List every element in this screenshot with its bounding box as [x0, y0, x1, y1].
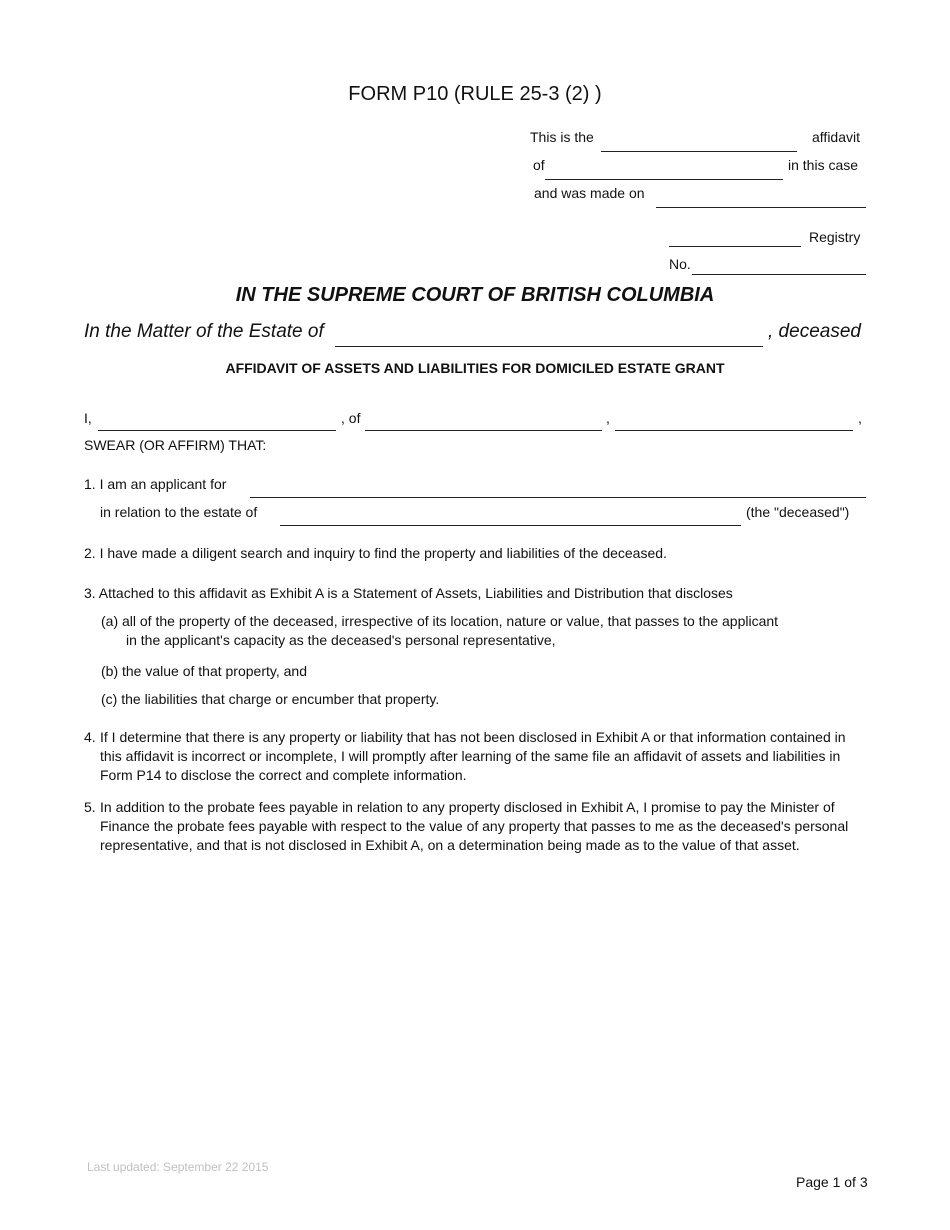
paragraph-3a-line2: in the applicant's capacity as the deceased's personal representative,	[126, 632, 556, 648]
last-updated: Last updated: September 22 2015	[87, 1160, 269, 1174]
paragraph-5: In addition to the probate fees payable in relation to any property disclosed in Exhibit A, I promise to pay the Minister of Finance the probate fees payable with respect to the value of any property that passes to me as the deceased's personal representative, and that is not disclosed in Exhibit A, on a determination being made as to the value of that asset.	[100, 799, 849, 853]
deceased-name-field[interactable]	[280, 505, 741, 526]
p1-estate-label: in relation to the estate of	[100, 504, 258, 520]
made-on-label: and was made on	[534, 185, 645, 201]
file-number-field[interactable]	[692, 254, 866, 275]
court-title: IN THE SUPREME COURT OF BRITISH COLUMBIA	[235, 284, 715, 306]
paragraph-3b: (b) the value of that property, and	[101, 663, 307, 679]
address-field[interactable]	[365, 410, 602, 431]
no-label: No.	[669, 256, 691, 272]
of-label: of	[533, 157, 545, 173]
of-address-label: , of	[341, 410, 361, 426]
affidavit-number-field[interactable]	[601, 131, 797, 152]
affidavit-label: affidavit	[812, 129, 860, 145]
deponent-name-field[interactable]	[545, 159, 783, 180]
paragraph-5-number: 5.	[84, 799, 96, 815]
registry-label: Registry	[809, 229, 861, 245]
page-number: Page 1 of 3	[796, 1174, 868, 1190]
paragraph-4: If I determine that there is any property or liability that has not been disclosed in Exhibit A or that information contained in this affidavit is incorrect or incomplete, I will promptly after learning of the same file an affidavit of assets and liabilities in Form P14 to disclose the correct and complete information.	[100, 729, 846, 783]
registry-field[interactable]	[669, 226, 801, 247]
p1-applicant-label: 1. I am an applicant for	[84, 476, 227, 492]
swear-statement: SWEAR (OR AFFIRM) THAT:	[84, 437, 267, 453]
paragraph-3: 3. Attached to this affidavit as Exhibit A is a Statement of Assets, Liabilities and Distribution that discloses	[84, 585, 733, 601]
i-label: I,	[84, 410, 92, 426]
in-this-case-label: in this case	[788, 157, 859, 173]
p1-deceased-label: (the "deceased")	[746, 504, 850, 520]
paragraph-4-number: 4.	[84, 729, 96, 745]
paragraph-2: 2. I have made a diligent search and inquiry to find the property and liabilities of the deceased.	[84, 545, 667, 561]
made-on-date-field[interactable]	[656, 187, 866, 208]
estate-name-field[interactable]	[335, 326, 763, 347]
matter-suffix: , deceased	[768, 321, 861, 342]
occupation-field[interactable]	[615, 410, 853, 431]
deponent-full-name-field[interactable]	[98, 410, 336, 431]
paragraph-3a-line1: (a) all of the property of the deceased, irrespective of its location, nature or value, that passes to the applicant	[101, 613, 779, 629]
form-title: FORM P10 (RULE 25-3 (2) )	[348, 83, 602, 105]
this-is-the-label: This is the	[530, 129, 594, 145]
comma-1: ,	[606, 410, 610, 426]
paragraph-3c: (c) the liabilities that charge or encumber that property.	[101, 691, 440, 707]
grant-type-field[interactable]	[250, 477, 866, 498]
affidavit-title: AFFIDAVIT OF ASSETS AND LIABILITIES FOR DOMICILED ESTATE GRANT	[225, 360, 725, 376]
comma-2: ,	[858, 410, 862, 426]
matter-prefix: In the Matter of the Estate of	[84, 321, 324, 342]
